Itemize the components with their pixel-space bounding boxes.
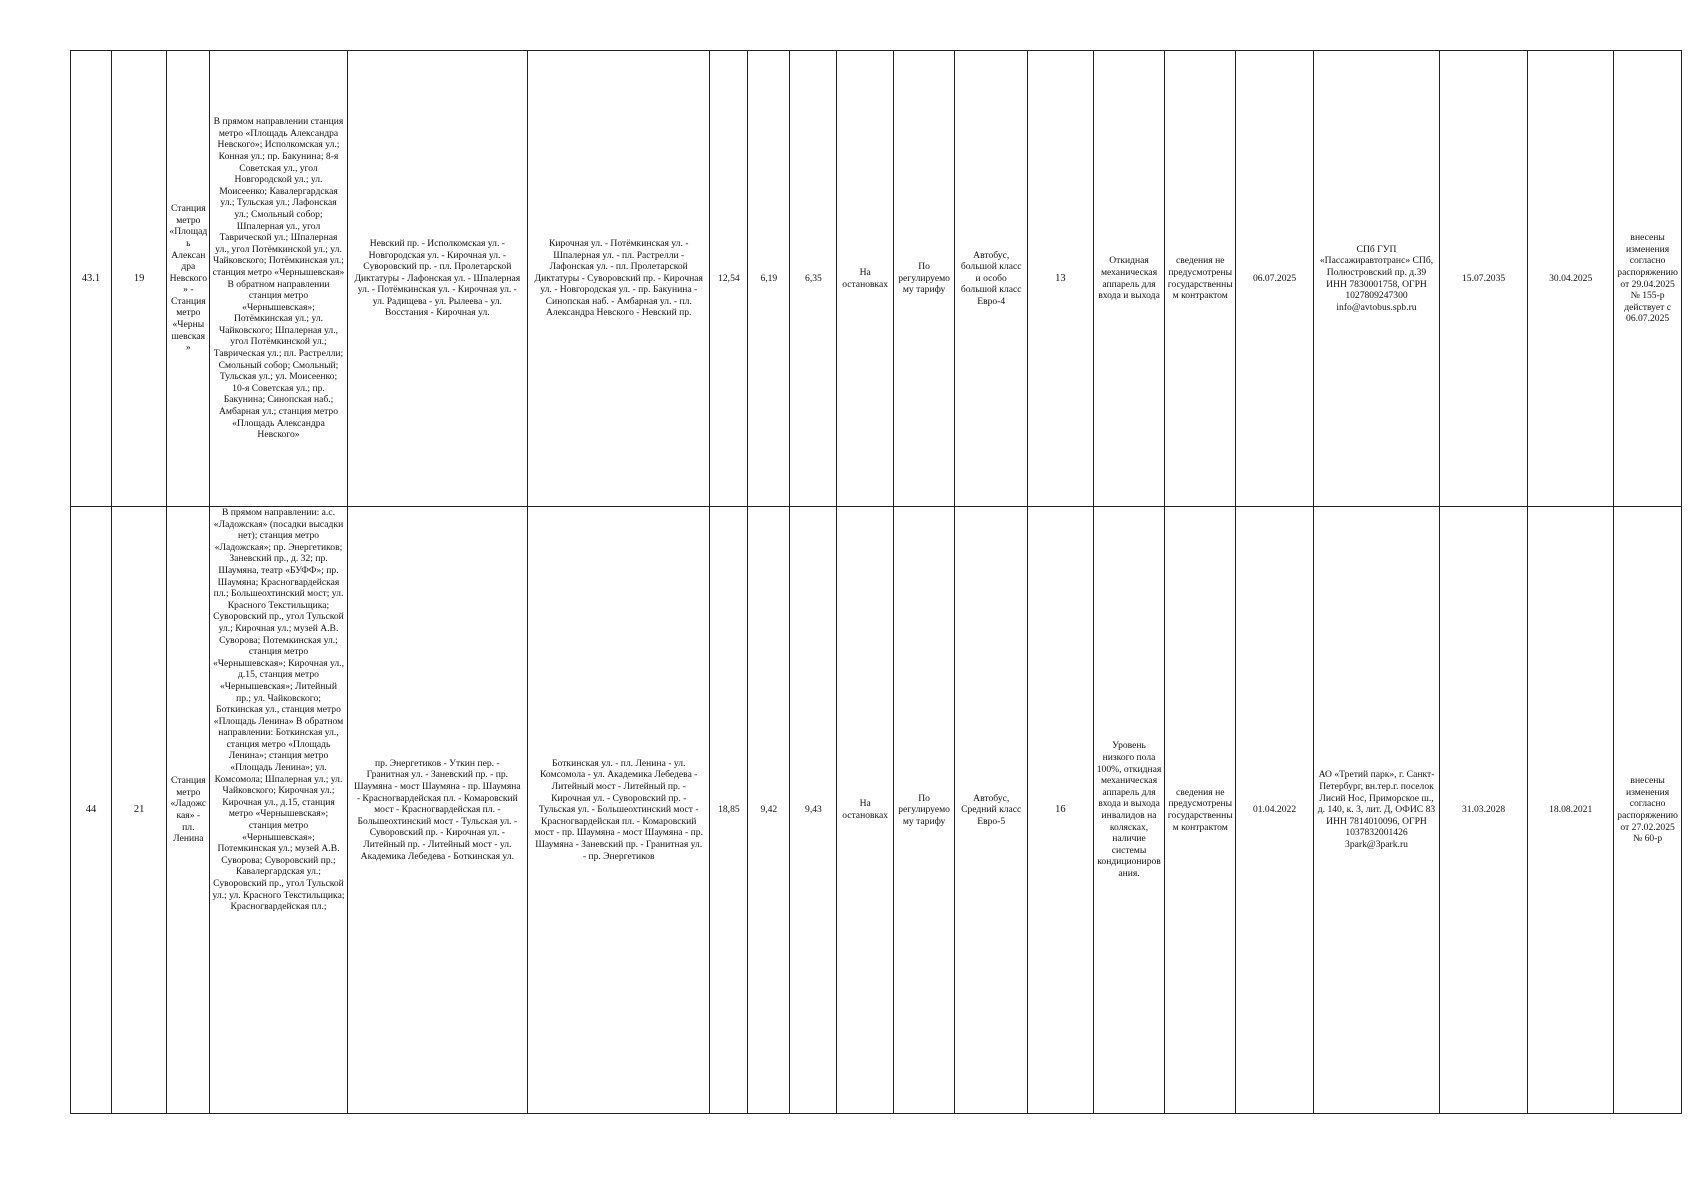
contract-info: сведения не предусмотрены государственным контрактом — [1165, 51, 1236, 507]
streets-backward: Кирочная ул. - Потёмкинская ул. - Шпалерная ул. - пл. Растрелли - Лафонская ул. - пл. Пролетарской Диктатуры - Суворовский пр. - Кирочная ул. - Новгородская ул. - пр. Бакунина - Синопская наб. - Амбарная ул. - пл. Александра Невского - Невский пр. — [528, 51, 710, 507]
route-length-backward: 6,35 — [790, 51, 837, 507]
contract-info: сведения не предусмотрены государственным контрактом — [1165, 507, 1236, 1114]
registration-number: 44 — [71, 507, 112, 1114]
intermediate-stops: В прямом направлении станция метро «Площадь Александра Невского»; Исполкомская ул.; Конная ул.; пр. Бакунина; 8-я Советская ул., угол Новгородской ул.; ул. Моисеенко; Кавалергардская ул.; Тульская ул.; Лафонская ул.; Смольный собор; Шпалерная ул., угол Таврической ул.; Шпалерная ул., угол Потёмкинской ул.; ул. Чайковского; Потёмкинская ул.; станция метро «Чернышевская» В обратном направлении станция метро «Чернышевская»; Потёмкинская ул.; ул. Чайковского; Шпалерная ул., угол Потёмкинской ул.; Таврическая ул.; пл. Растрелли; Смольный собор; Смольный; Тульская ул.; ул. Моисеенко; 10-я Советская ул.; пр. Бакунина; Синопская наб.; Амбарная ул.; станция метро «Площадь Александра Невского» — [210, 51, 347, 507]
vehicle-count: 16 — [1028, 507, 1094, 1114]
vehicle-features: Откидная механическая аппарель для входа и выхода — [1093, 51, 1165, 507]
table-row — [71, 507, 1682, 1114]
tariff-type: По регулируемому тарифу — [893, 51, 954, 507]
boarding-order: На остановках — [837, 507, 893, 1114]
route-number: 21 — [111, 507, 166, 1114]
end-date: 15.07.2035 — [1440, 51, 1528, 507]
route-length-forward: 9,42 — [748, 507, 790, 1114]
routes-register-table — [70, 50, 1682, 1114]
vehicle-type: Автобус, Средний класс Евро-5 — [955, 507, 1028, 1114]
change-date: 30.04.2025 — [1528, 51, 1614, 507]
route-number: 19 — [111, 51, 166, 507]
table-row — [71, 51, 1682, 507]
vehicle-count: 13 — [1028, 51, 1094, 507]
boarding-order: На остановках — [837, 51, 893, 507]
vehicle-features: Уровень низкого пола 100%, откидная механическая аппарель для входа и выхода инвалидов на колясках, наличие системы кондиционирования. — [1093, 507, 1165, 1114]
registration-number: 43.1 — [71, 51, 112, 507]
carrier-info: АО «Третий парк», г. Санкт-Петербург, вн.тер.г. поселок Лисий Нос, Приморское ш., д. 140, к. 3, лит. Д, ОФИС 83 ИНН 7814010096, ОГРН 1037832001426 3park@3park.ru — [1313, 507, 1439, 1114]
end-date: 31.03.2028 — [1440, 507, 1528, 1114]
route-length-total: 18,85 — [710, 507, 748, 1114]
route-length-total: 12,54 — [710, 51, 748, 507]
streets-backward: Боткинская ул. - пл. Ленина - ул. Комсомола - ул. Академика Лебедева - Литейный мост - Литейный пр. - Кирочная ул. - Суворовский пр. - Тульская ул. - Большеохтинский мост - Красногвардейская пл. - Комаровский мост - пр. Шаумяна - мост Шаумяна - пр. Шаумяна - Заневский пр. - Гранитная ул. - пр. Энергетиков — [528, 507, 710, 1114]
vehicle-type: Автобус, большой класс и особо большой класс Евро-4 — [955, 51, 1028, 507]
change-date: 18.08.2021 — [1528, 507, 1614, 1114]
route-name: Станция метро «Ладожская» - пл. Ленина — [167, 507, 210, 1114]
tariff-type: По регулируемому тарифу — [893, 507, 954, 1114]
note: внесены изменения согласно распоряжению от 27.02.2025 № 60-р — [1614, 507, 1682, 1114]
route-length-backward: 9,43 — [790, 507, 837, 1114]
route-length-forward: 6,19 — [748, 51, 790, 507]
streets-forward: Невский пр. - Исполкомская ул. - Новгородская ул. - Кирочная ул. - Суворовский пр. - пл. Пролетарской Диктатуры - Лафонская ул. - Шпалерная ул. - Потёмкинская ул. - Кирочная ул. - ул. Радищева - ул. Рылеева - ул. Восстания - Кирочная ул. — [347, 51, 527, 507]
start-date: 06.07.2025 — [1236, 51, 1314, 507]
intermediate-stops: В прямом направлении: а.с. «Ладожская» (посадки высадки нет); станция метро «Ладожская»; пр. Энергетиков; Заневский пр., д. 32; пр. Шаумяна, театр «БУФФ»; пр. Шаумяна; Красногвардейская пл.; Большеохтинский мост; ул. Красного Текстильщика; Суворовский пр., угол Тульской ул.; Кирочная ул.; музей А.В. Суворова; Потемкинская ул.; станция метро «Чернышевская»; Кирочная ул., д.15, станция метро «Чернышевская»; Литейный пр.; ул. Чайковского; Боткинская ул., станция метро «Площадь Ленина» В обратном направлении: Боткинская ул., станция метро «Площадь Ленина»; станция метро «Площадь Ленина»; ул. Комсомола; Шпалерная ул.; ул. Чайковского; Кирочная ул.; Кирочная ул., д.15, станция метро «Чернышевская»; станция метро «Чернышевская»; Потемкинская ул.; музей А.В. Суворова; Суворовский пр.; Кавалергардская ул.; Суворовский пр., угол Тульской ул.; ул. Красного Текстильщика; Красногвардейская пл.; — [210, 507, 347, 1114]
carrier-info: СПб ГУП «Пассажиравтотранс» СПб, Полюстровский пр. д.39 ИНН 7830001758, ОГРН 1027809247300 info@avtobus.spb.ru — [1313, 51, 1439, 507]
streets-forward: пр. Энергетиков - Уткин пер. - Гранитная ул. - Заневский пр. - пр. Шаумяна - мост Шаумяна - пр. Шаумяна - Красногвардейская пл. - Комаровский мост - Красногвардейская пл. - Большеохтинский мост - Тульская ул. - Суворовский пр. - Кирочная ул. - Литейный пр. - Литейный мост - ул. Академика Лебедева - Боткинская ул. — [347, 507, 527, 1114]
note: внесены изменения согласно распоряжению от 29.04.2025 № 155-р действует с 06.07.2025 — [1614, 51, 1682, 507]
start-date: 01.04.2022 — [1236, 507, 1314, 1114]
route-name: Станция метро «Площадь Александра Невского» - Станция метро «Чернышевская» — [167, 51, 210, 507]
